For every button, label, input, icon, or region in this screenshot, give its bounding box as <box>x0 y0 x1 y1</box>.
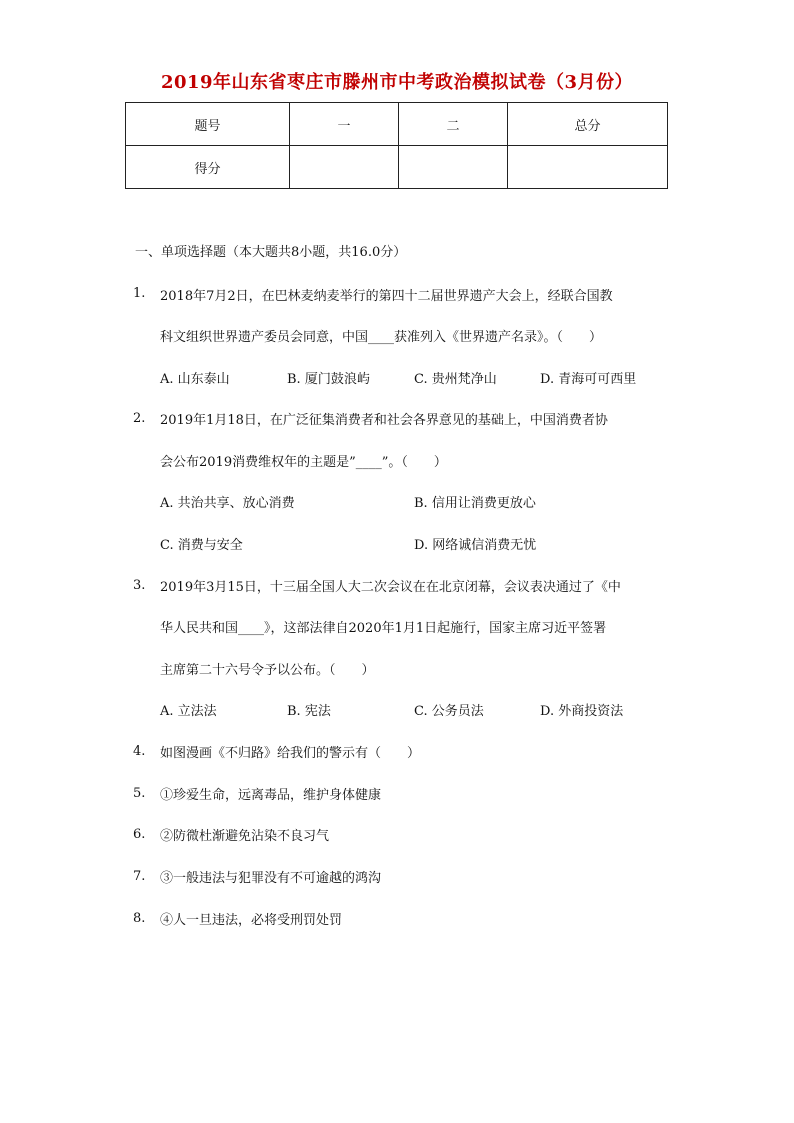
section-heading: 一、单项选择题（本大题共8小题，共16.0分） <box>135 245 407 260</box>
question-text: 会公布2019消费维权年的主题是”____”。（ ） <box>160 455 447 470</box>
question-number: 7. <box>133 869 146 884</box>
question-text: 华人民共和国____》，这部法律自2020年1月1日起施行，国家主席习近平签署 <box>160 621 607 636</box>
question-text: 如图漫画《不归路》给我们的警示有（ ） <box>160 746 421 761</box>
option-a: A. 山东泰山 <box>160 372 230 387</box>
question-number: 4. <box>133 744 146 759</box>
option-c: C. 公务员法 <box>414 704 484 719</box>
option-d: D. 网络诚信消费无忧 <box>414 538 537 553</box>
option-d: D. 青海可可西里 <box>540 372 637 387</box>
table-cell: 得分 <box>126 146 290 189</box>
question-text: 主席第二十六号令予以公布。（ ） <box>160 663 375 678</box>
table-cell <box>290 146 399 189</box>
table-cell <box>508 146 668 189</box>
option-c: C. 贵州梵净山 <box>414 372 497 387</box>
question-number: 2. <box>133 411 146 426</box>
option-b: B. 宪法 <box>287 704 331 719</box>
option-b: B. 厦门鼓浪屿 <box>287 372 370 387</box>
question-number: 5. <box>133 786 146 801</box>
question-text: 科文组织世界遗产委员会同意，中国____获准列入《世界遗产名录》。（ ） <box>160 330 603 345</box>
question-text: 2019年1月18日，在广泛征集消费者和社会各界意见的基础上，中国消费者协 <box>160 413 608 428</box>
question-number: 8. <box>133 911 146 926</box>
option-a: A. 立法法 <box>160 704 217 719</box>
table-row <box>126 103 668 146</box>
question-text: 2019年3月15日，十三届全国人大二次会议在在北京闭幕，会议表决通过了《中 <box>160 580 621 595</box>
question-number: 6. <box>133 827 146 842</box>
option-b: B. 信用让消费更放心 <box>414 496 536 511</box>
table-cell <box>399 146 508 189</box>
table-cell: 二 <box>399 103 508 146</box>
question-text: ①珍爱生命，远离毒品，维护身体健康 <box>160 788 382 803</box>
question-text: 2018年7月2日，在巴林麦纳麦举行的第四十二届世界遗产大会上，经联合国教 <box>160 289 613 304</box>
question-text: ③一般违法与犯罪没有不可逾越的鸿沟 <box>160 871 382 886</box>
question-number: 3. <box>133 578 146 593</box>
table-cell: 一 <box>290 103 399 146</box>
option-d: D. 外商投资法 <box>540 704 624 719</box>
score-table <box>125 102 668 189</box>
table-cell: 题号 <box>126 103 290 146</box>
question-number: 1. <box>133 286 146 301</box>
option-a: A. 共治共享、放心消费 <box>160 496 295 511</box>
table-cell: 总分 <box>508 103 668 146</box>
question-text: ④人一旦违法，必将受刑罚处罚 <box>160 913 343 928</box>
page-title: 2019年山东省枣庄市滕州市中考政治模拟试卷（3月份） <box>160 72 634 93</box>
question-text: ②防微杜渐避免沾染不良习气 <box>160 829 330 844</box>
table-row <box>126 146 668 189</box>
option-c: C. 消费与安全 <box>160 538 243 553</box>
